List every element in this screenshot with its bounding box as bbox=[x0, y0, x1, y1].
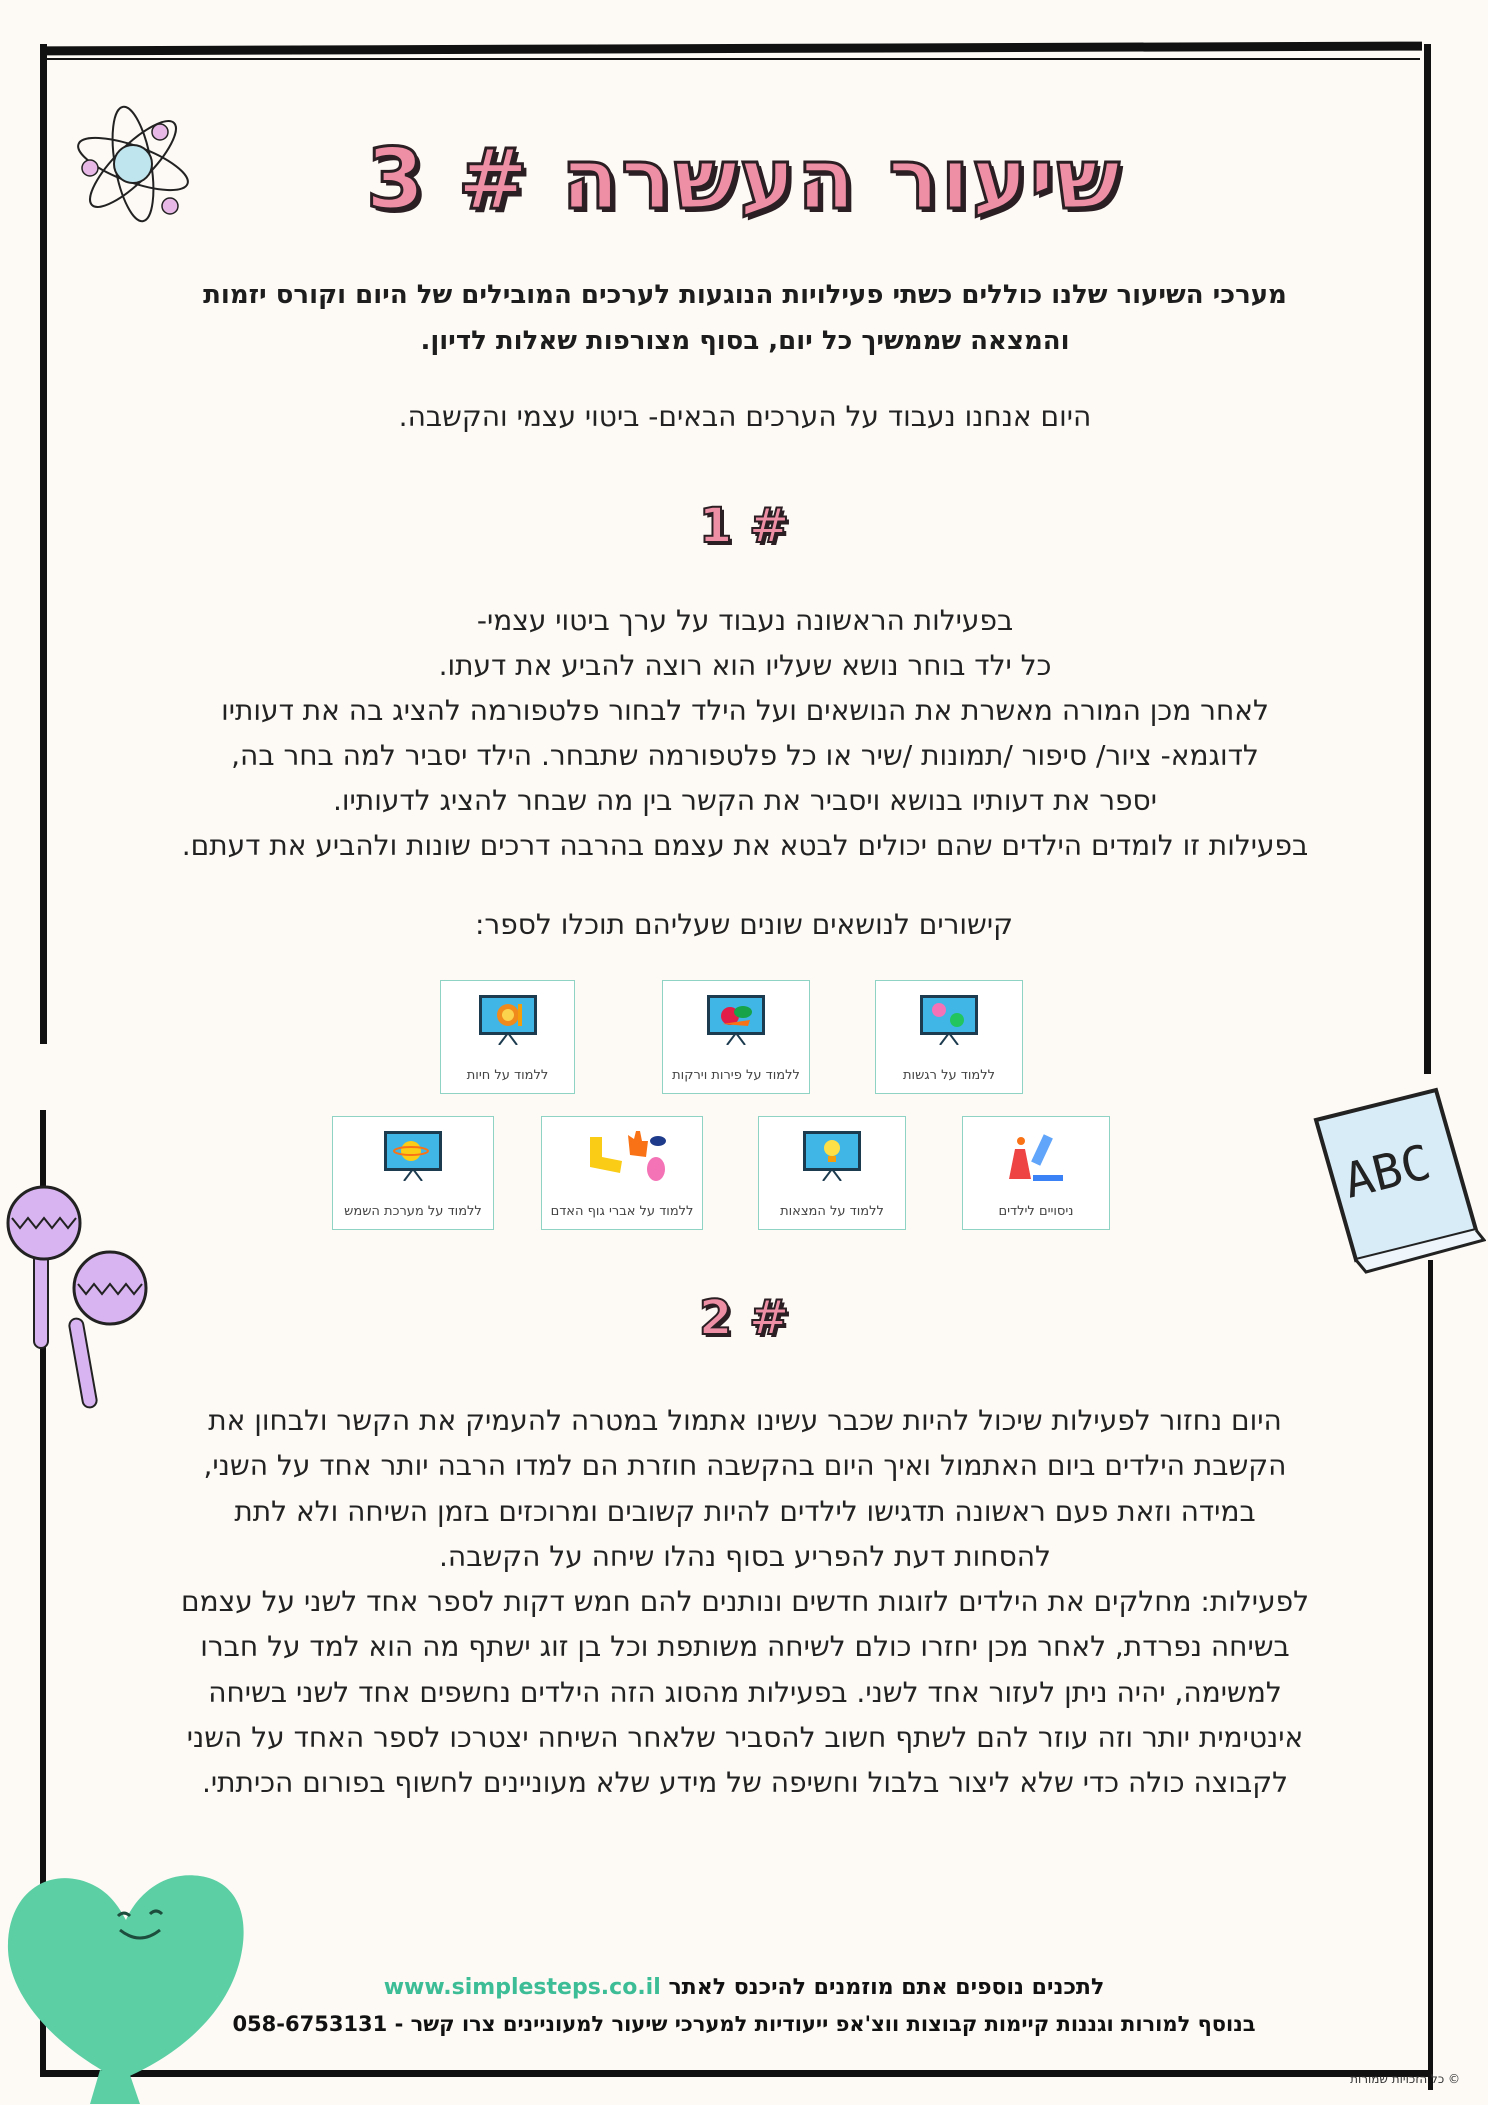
footer-contact-line: בנוסף למורות וגננות קיימות קבוצות ווצ'אפ ייעודיות למערכי שיעור למעוניינים צרו קשר - 058-6753131 bbox=[232, 2012, 1256, 2036]
lion-icon bbox=[479, 995, 537, 1035]
paragraph-line: בשיחה נפרדת, לאחר מכן יחזרו כולם לשיחה משותפת וכל בן זוג ישתף מה הוא למד על חברו bbox=[200, 1630, 1290, 1664]
activity-1-number: 1 # bbox=[698, 498, 790, 554]
lightbulb-icon bbox=[803, 1131, 861, 1171]
paragraph-line: בפעילות זו לומדים הילדים שהם יכולים לבטא את עצמם בהרבה דרכים שונות ולהביע את דעתם. bbox=[181, 829, 1309, 862]
website-link[interactable]: www.simplesteps.co.il bbox=[383, 1975, 661, 2000]
emotions-icon bbox=[920, 995, 978, 1035]
topic-card-label: ללמוד על מערכת השמש bbox=[344, 1204, 482, 1219]
paragraph-line: לדוגמא- ציור/ סיפור /תמונות /שיר או כל פלטפורמה שתבחר. הילד יסביר למה בחר בה, bbox=[231, 739, 1259, 772]
frame-border-top bbox=[42, 42, 1422, 56]
topic-card-fruits-vegetables[interactable] bbox=[662, 980, 810, 1094]
topic-card-label: ללמוד על אברי גוף האדם bbox=[550, 1204, 694, 1219]
vegetables-icon bbox=[707, 995, 765, 1035]
paragraph-line: לאחר מכן המורה מאשרת את הנושאים ועל הילד לבחור פלטפורמה להציג בה את דעותיו bbox=[221, 694, 1269, 727]
links-title: קישורים לנושאים שונים שעליהם תוכלו לספר: bbox=[474, 908, 1013, 941]
topic-card-label: ללמוד על חיות bbox=[466, 1068, 549, 1083]
body-parts-icon bbox=[580, 1127, 670, 1187]
topic-card-animals[interactable] bbox=[440, 980, 575, 1094]
topic-card-label: ללמוד על המצאות bbox=[780, 1204, 884, 1219]
microscope-icon bbox=[1007, 1129, 1069, 1187]
topic-card-body-parts[interactable] bbox=[541, 1116, 703, 1230]
abc-book-text: ABC bbox=[1338, 1134, 1437, 1210]
paragraph-line: היום נחזור לפעילות שיכול להיות שכבר עשינו אתמול במטרה להעמיק את הקשר ולבחון את bbox=[208, 1404, 1282, 1437]
paragraph-line: הקשבת הילדים ביום האתמול ואיך היום בהקשבה חוזרת הם למדו הרבה יותר אחד על השני, bbox=[203, 1449, 1287, 1483]
paragraph-line: כל ילד בוחר נושא שעליו הוא רוצה להביע את דעתו. bbox=[438, 649, 1052, 682]
page-title: שיעור העשרה # 3 bbox=[366, 130, 1122, 228]
paragraph-line: יספר את דעותיו בנושא ויסביר את הקשר בין מה שבחר להציג לדעותיו. bbox=[333, 784, 1157, 817]
abc-book-icon bbox=[1306, 1080, 1486, 1280]
activity-2-number: 2 # bbox=[698, 1290, 790, 1346]
solar-system-icon bbox=[384, 1131, 442, 1171]
frame-border-right-lower bbox=[1428, 1260, 1433, 2090]
copyright-notice: © כל הזכויות שמורות bbox=[1350, 2072, 1460, 2086]
values-line: היום אנחנו נעבוד על הערכים הבאים- ביטוי עצמי והקשבה. bbox=[398, 400, 1092, 433]
activity-1-text bbox=[140, 598, 1350, 868]
paragraph-line: לפעילות: מחלקים את הילדים לזוגות חדשים ונותנים להם חמש דקות לספר אחד לשני על עצמם bbox=[181, 1585, 1309, 1619]
topic-card-label: ללמוד על פירות וירקות bbox=[672, 1068, 800, 1083]
topic-card-inventions[interactable] bbox=[758, 1116, 906, 1230]
activity-2-text bbox=[140, 1398, 1350, 1806]
paragraph-line: אינטימית יותר וזה עוזר להם לשתף חשוב להסביר שלאחר השיחה יצטרכו לספר האחד על השני bbox=[186, 1721, 1304, 1755]
topic-card-emotions[interactable] bbox=[875, 980, 1023, 1094]
topic-card-label: ניסויים לילדים bbox=[998, 1204, 1074, 1219]
paragraph-line: בפעילות הראשונה נעבוד על ערך ביטוי עצמי- bbox=[476, 604, 1014, 637]
paragraph-line: למשימה, יהיה ניתן לעזור אחד לשני. בפעילות מהסוג הזה הילדים נחשפים אחד לשני בשיחה bbox=[208, 1675, 1282, 1709]
topic-card-label: ללמוד על רגשות bbox=[902, 1068, 996, 1083]
footer-text: לתכנים נוספים אתם מוזמנים להיכנס לאתר bbox=[668, 1975, 1105, 2000]
topic-card-experiments[interactable] bbox=[962, 1116, 1110, 1230]
paragraph-line: להסחות דעת להפריע בסוף נהלו שיחה על הקשבה. bbox=[439, 1539, 1051, 1573]
intro-line: מערכי השיעור שלנו כוללים כשתי פעילויות הנוגעות לערכים המובילים של היום וקורס יזמות bbox=[203, 280, 1287, 310]
footer-website-line bbox=[0, 1975, 1488, 2000]
heart-character-icon bbox=[0, 1820, 260, 2105]
intro-text bbox=[160, 272, 1330, 364]
frame-border-top-inner bbox=[40, 58, 1420, 60]
paragraph-line: לקבוצה כולה כדי שלא ליצור בלבול וחשיפה של מידע שלא מעוניינים לחשוף בפורום הכיתתי. bbox=[201, 1766, 1289, 1800]
intro-line: והמצאה שממשיך כל יום, בסוף מצורפות שאלות לדיון. bbox=[420, 326, 1070, 356]
paragraph-line: במידה וזאת פעם ראשונה תדגישו לילדים להיות קשובים ומרוכזים בזמן השיחה ולא לתת bbox=[234, 1494, 1256, 1528]
topic-card-solar-system[interactable] bbox=[332, 1116, 494, 1230]
